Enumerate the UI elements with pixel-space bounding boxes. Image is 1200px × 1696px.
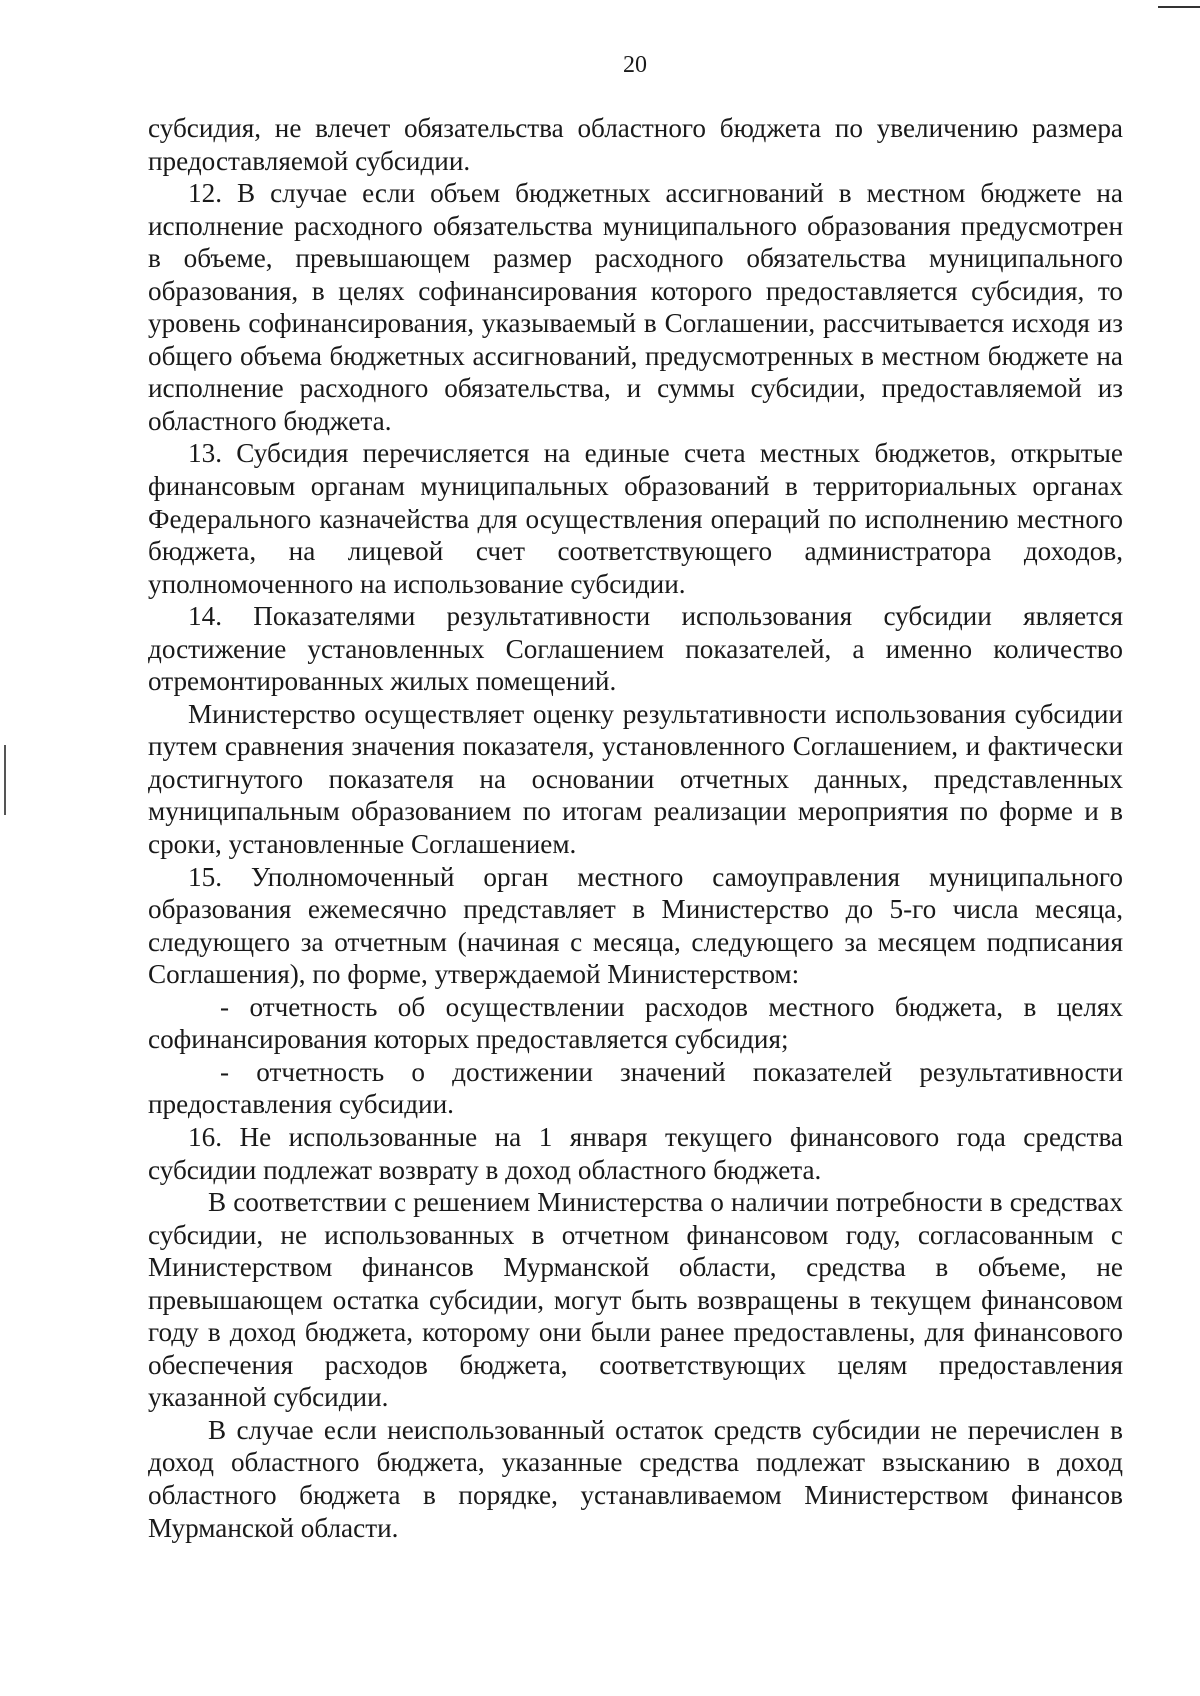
paragraph-reporting-expenses: - отчетность об осуществлении расходов местного бюджета, в целях софинансирования которых предоставляется субсидия;: [148, 991, 1123, 1055]
paragraph-reporting-indicators: - отчетность о достижении значений показателей результативности предоставления субсидии.: [148, 1056, 1123, 1120]
paragraph-continuation: субсидия, не влечет обязательства областного бюджета по увеличению размера предоставляемой субсидии.: [148, 113, 1123, 176]
paragraph-item-16: 16. Не использованные на 1 января текущего финансового года средства субсидии подлежат возврату в доход областного бюджета.: [148, 1121, 1123, 1185]
paragraph-item-12: 12. В случае если объем бюджетных ассигнований в местном бюджете на исполнение расходного обязательства муниципального образования предусмотрен в объеме, превышающем размер расходного обязательства муниципального образования, в целях софинансирования которого предоставляется субсидия, то уровень софинансирования, указываемый в Соглашении, рассчитывается исходя из общего объема бюджетных ассигнований, предусмотренных в местном бюджете на исполнение расходного обязательства, и суммы субсидии, предоставляемой из областного бюджета.: [148, 178, 1123, 436]
paragraph-return-decision: В соответствии с решением Министерства о наличии потребности в средствах субсидии, не использованных в отчетном финансовом году, согласованным с Министерством финансов Мурманской области, средства в объеме, не превышающем остатка субсидии, могут быть возвращены в текущем финансовом году в доход бюджета, которому они были ранее предоставлены, для финансового обеспечения расходов бюджета, соответствующих целям предоставления указанной субсидии.: [148, 1187, 1123, 1413]
scan-margin-mark: [4, 745, 6, 815]
page-number: 20: [623, 52, 647, 78]
scan-corner-mark: [1158, 6, 1200, 8]
paragraph-recovery: В случае если неиспользованный остаток средств субсидии не перечислен в доход областного бюджета, указанные средства подлежат взысканию в доход областного бюджета в порядке, устанавливаемом Министерством финансов Мурманской области.: [148, 1414, 1123, 1543]
paragraph-item-13: 13. Субсидия перечисляется на единые счета местных бюджетов, открытые финансовым органам муниципальных образований в территориальных органах Федерального казначейства для осуществления операций по исполнению местного бюджета, на лицевой счет соответствующего администратора доходов, уполномоченного на использование субсидии.: [148, 438, 1123, 599]
paragraph-item-15: 15. Уполномоченный орган местного самоуправления муниципального образования ежемесячно представляет в Министерство до 5-го числа месяца, следующего за отчетным (начиная с месяца, следующего за месяцем подписания Соглашения), по форме, утверждаемой Министерством:: [148, 861, 1123, 990]
paragraph-item-14: 14. Показателями результативности использования субсидии является достижение установленных Соглашением показателей, а именно количество отремонтированных жилых помещений.: [148, 601, 1123, 697]
document-body: [148, 112, 1123, 1544]
paragraph-ministry-evaluation: Министерство осуществляет оценку результативности использования субсидии путем сравнения значения показателя, установленного Соглашением, и фактически достигнутого показателя на основании отчетных данных, представленных муниципальным образованием по итогам реализации мероприятия по форме и в сроки, установленные Соглашением.: [148, 698, 1123, 860]
